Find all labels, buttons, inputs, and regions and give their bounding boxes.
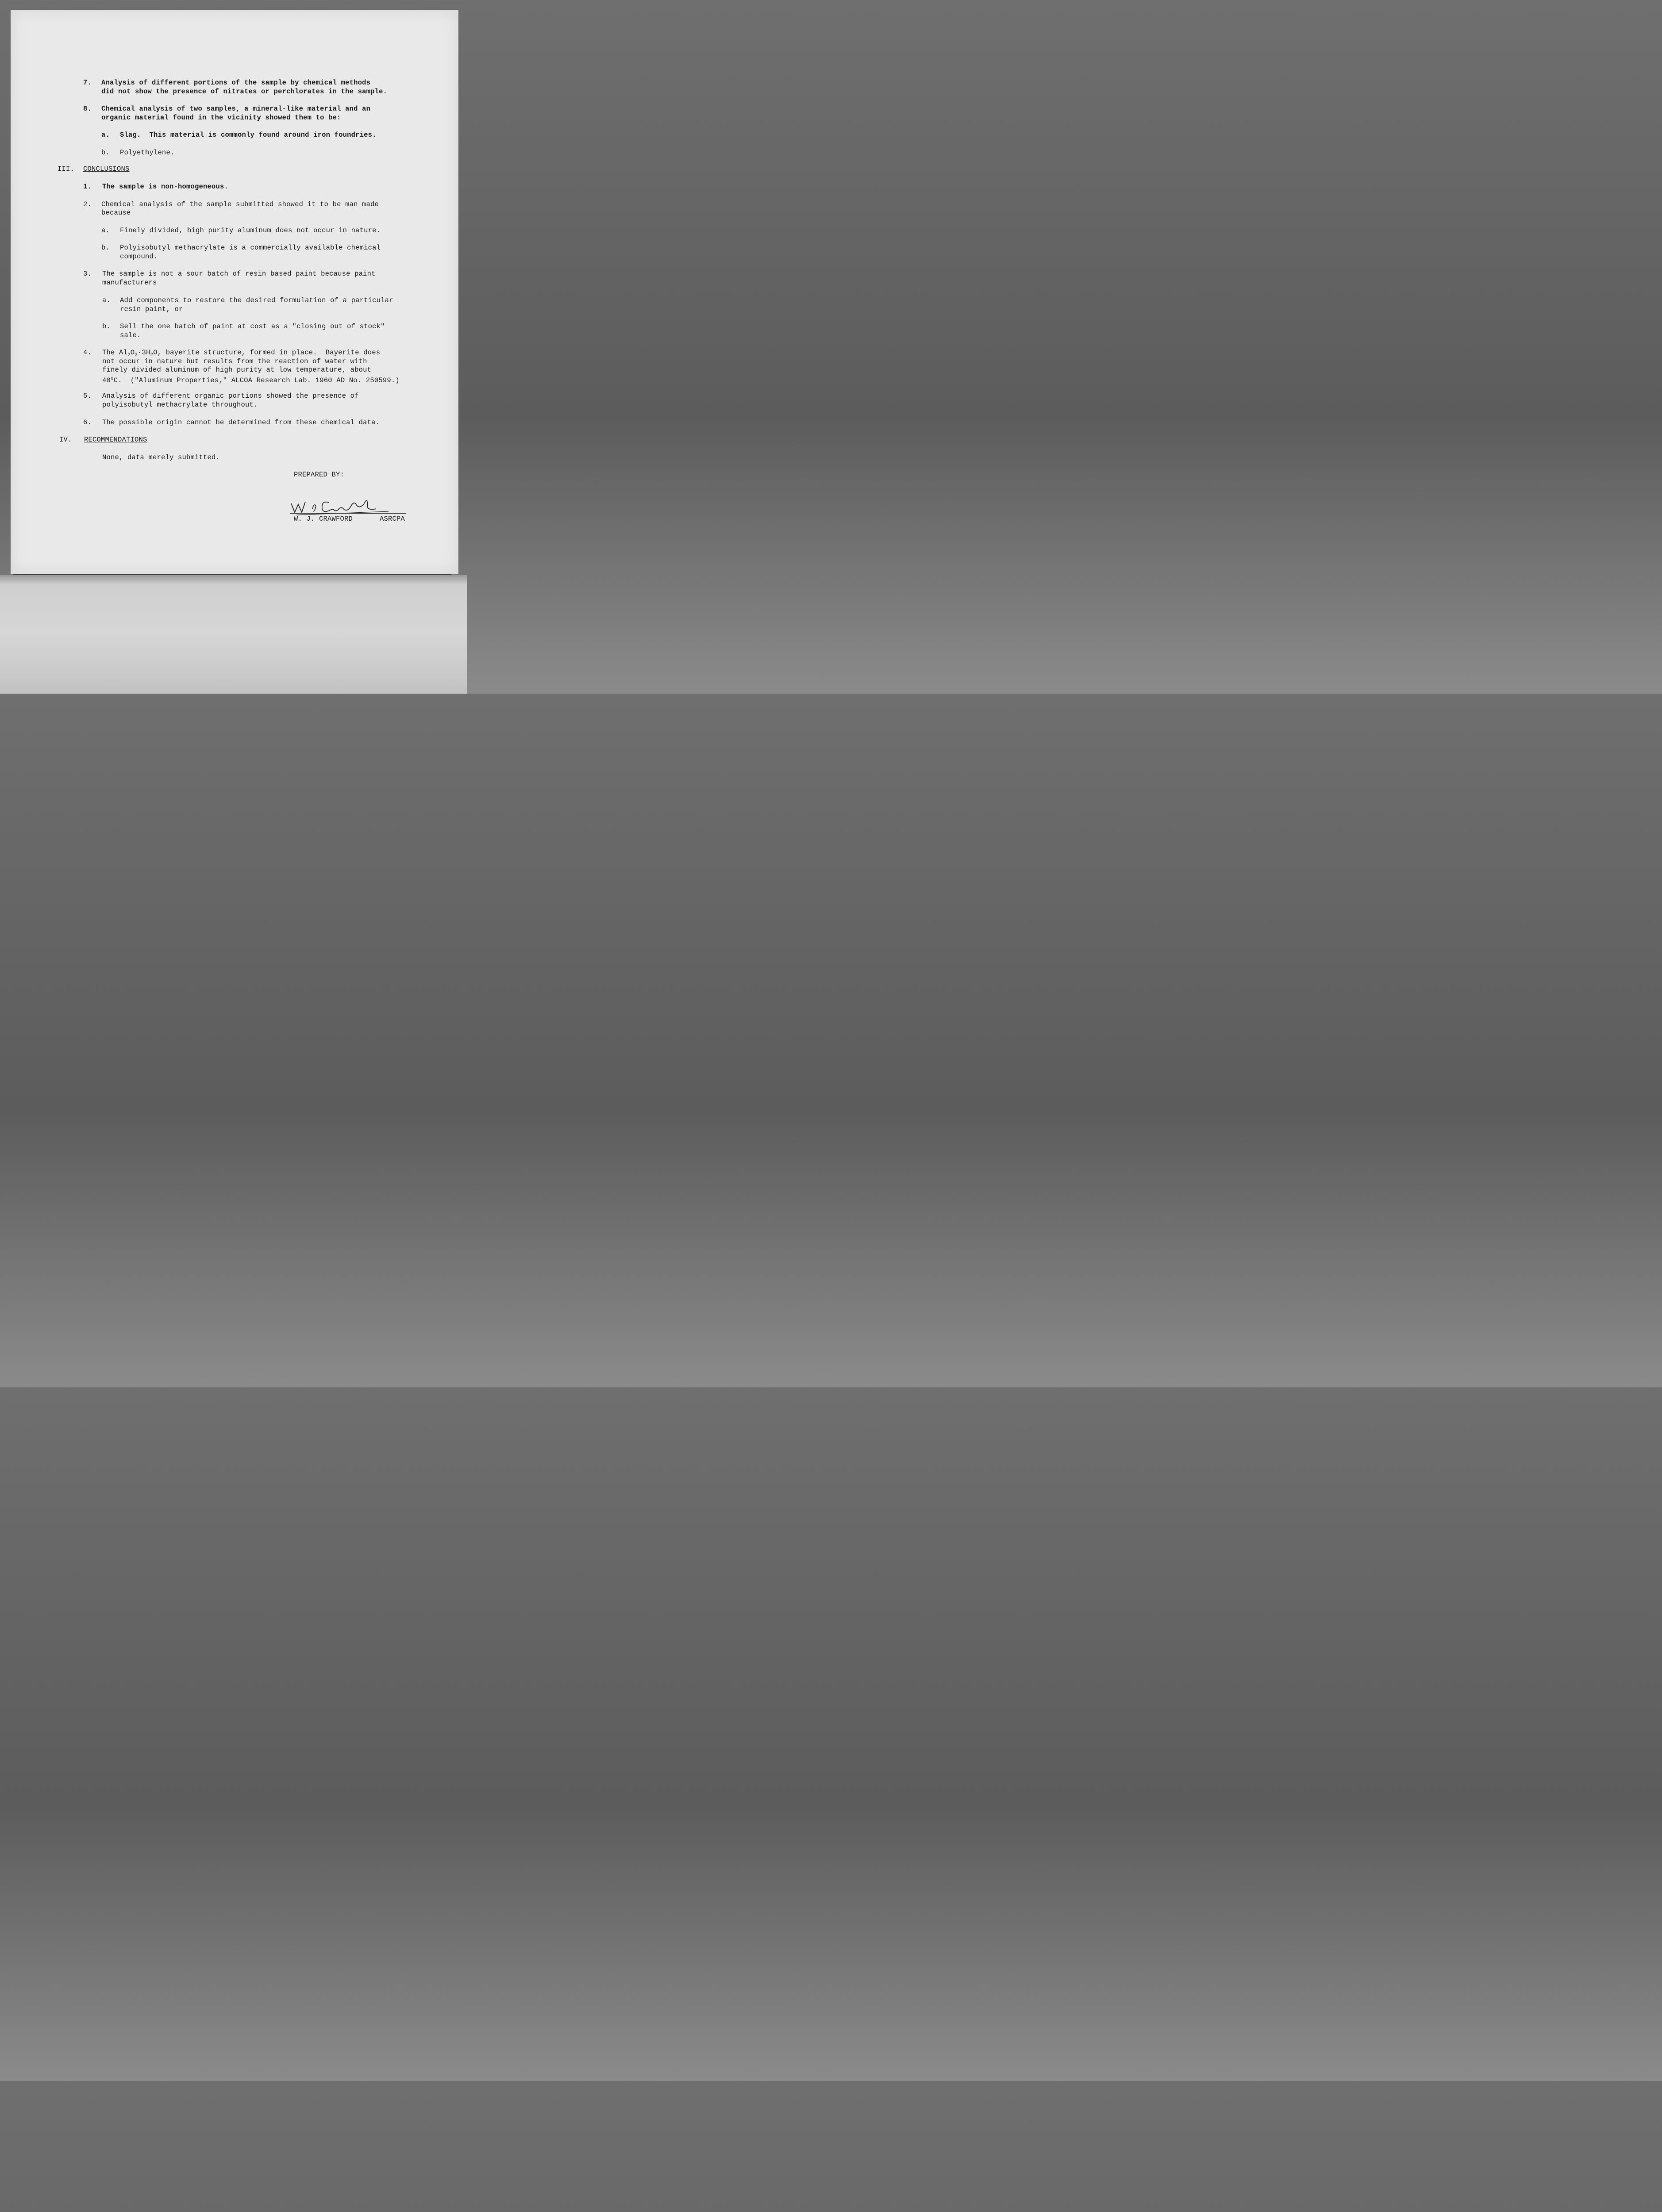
conclusion-2b-label: b. <box>101 244 110 252</box>
conclusion-2b-line-1: Polyisobutyl methacrylate is a commercially available chemical <box>120 244 381 252</box>
signature-line <box>290 513 406 514</box>
preparer-org: ASRCPA <box>380 515 405 523</box>
conclusion-3-number: 3. <box>83 270 92 278</box>
conclusion-3a-label: a. <box>102 296 111 304</box>
section-4-title: RECOMMENDATIONS <box>84 436 147 444</box>
conclusion-5-line-2: polyisobutyl methacrylate throughout. <box>102 401 258 409</box>
prepared-by-label: PREPARED BY: <box>294 471 345 479</box>
film-margin <box>0 575 467 694</box>
conclusion-4-line-2: not occur in nature but results from the reaction of water with <box>102 357 367 365</box>
conclusion-4-line-3: finely divided aluminum of high purity at low temperature, about <box>102 366 372 374</box>
conclusion-3b-line-1: Sell the one batch of paint at cost as a "closing out of stock" <box>120 323 385 330</box>
item-7-line-2: did not show the presence of nitrates or perchlorates in the sample. <box>101 88 388 96</box>
section-3-numeral: III. <box>58 165 75 173</box>
conclusion-1-text: The sample is non-homogeneous. <box>102 183 229 191</box>
item-8a-text: Slag. This material is commonly found around iron foundries. <box>120 131 377 139</box>
conclusion-2b-line-2: compound. <box>120 253 158 261</box>
item-8a-label: a. <box>101 131 110 139</box>
conclusion-2-number: 2. <box>83 200 92 208</box>
section-4-body: None, data merely submitted. <box>102 453 220 461</box>
conclusion-5-line-1: Analysis of different organic portions showed the presence of <box>102 392 359 400</box>
conclusion-3a-line-2: resin paint, or <box>120 305 183 313</box>
section-4-numeral: IV. <box>59 436 72 444</box>
conclusion-3a-line-1: Add components to restore the desired formulation of a particular <box>120 296 393 304</box>
item-8-line-1: Chemical analysis of two samples, a mineral-like material and an <box>101 105 371 113</box>
conclusion-3b-label: b. <box>102 323 111 330</box>
conclusion-2-line-1: Chemical analysis of the sample submitted showed it to be man made <box>101 200 379 208</box>
conclusion-4-line-1: The $Al_2O_3\cdot 3H_2O$, bayerite structure, formed in place. Bayerite does <box>102 349 381 358</box>
item-8-line-2: organic material found in the vicinity showed them to be: <box>101 114 341 122</box>
item-8b-text: Polyethylene. <box>120 149 175 157</box>
preparer-name: W. J. CRAWFORD <box>294 515 353 523</box>
conclusion-6-number: 6. <box>83 419 92 426</box>
conclusion-2a-label: a. <box>101 227 110 234</box>
conclusion-4-line-4: 40$^o$C. ("Aluminum Properties," ALCOA Research Lab. 1960 AD No. 250599.) <box>102 376 400 384</box>
conclusion-3b-line-2: sale. <box>120 331 141 339</box>
item-8-number: 8. <box>83 105 92 113</box>
conclusion-3-line-2: manufacturers <box>102 279 157 287</box>
conclusion-6-text: The possible origin cannot be determined from these chemical data. <box>102 419 380 426</box>
conclusion-2a-text: Finely divided, high purity aluminum does not occur in nature. <box>120 227 381 234</box>
item-7-line-1: Analysis of different portions of the sample by chemical methods <box>101 79 371 87</box>
conclusion-3-line-1: The sample is not a sour batch of resin based paint because paint <box>102 270 376 278</box>
conclusion-2-line-2: because <box>101 209 131 217</box>
item-8b-label: b. <box>101 149 110 157</box>
section-3-title: CONCLUSIONS <box>83 165 130 173</box>
conclusion-4-number: 4. <box>83 349 92 357</box>
item-7-number: 7. <box>83 79 92 87</box>
conclusion-5-number: 5. <box>83 392 92 400</box>
conclusion-1-number: 1. <box>83 183 92 191</box>
